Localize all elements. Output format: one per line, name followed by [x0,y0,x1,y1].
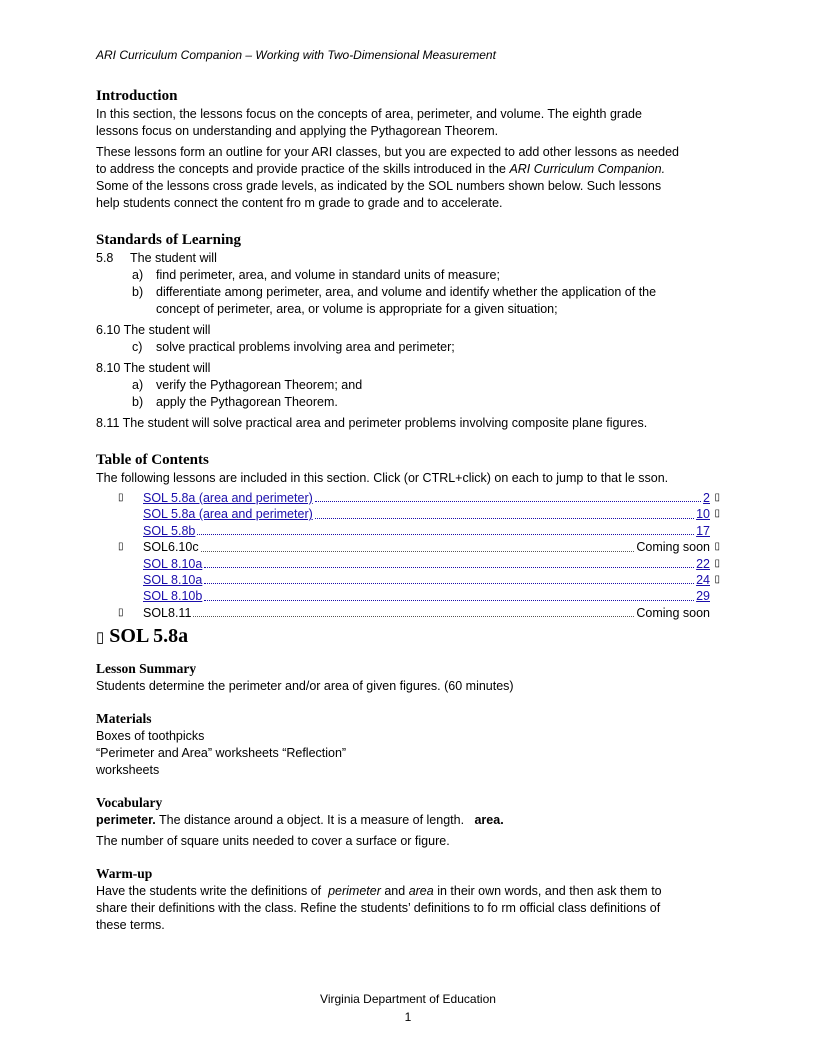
bullet-icon: ▯ [118,541,124,553]
lesson-title [96,623,720,651]
standard-item [96,377,720,394]
standard-6-10: 6.10 The student will [96,323,211,337]
intro-paragraph-2-line [96,161,720,178]
warmup-term: area [408,884,434,899]
standard-8-11: 8.11 The student will solve practical area and perimeter problems involving composite plane figures. [96,416,648,430]
vocabulary-heading: Vocabulary [96,795,163,811]
vocabulary-line [96,812,720,829]
item-text: apply the Pythagorean Theorem. [156,395,338,409]
introduction-heading: Introduction [96,88,178,104]
toc-entry[interactable] [96,506,720,522]
bullet-icon: ▯ [714,557,720,569]
toc-label: SOL6.10c [143,540,199,555]
toc-label: SOL8.11 [143,605,192,620]
standard-text: The student will [130,251,217,265]
toc-link[interactable]: SOL 8.10b [143,589,203,604]
toc-leader [201,550,635,552]
item-label: b) [132,395,144,409]
standard-item [96,267,720,284]
toc-link[interactable]: SOL 5.8a (area and perimeter) [143,507,313,522]
bullet-icon: ▯ [96,630,105,647]
toc-leader [204,582,694,584]
toc-entry [96,605,720,621]
toc-page-number[interactable]: 22 [696,556,710,571]
intro-paragraph-2-line: help students connect the content fro m grade to grade and to accelerate. [96,196,503,210]
lesson-title-text: SOL 5.8a [109,625,189,648]
warmup-text: in their own words, and then ask them to [433,884,662,899]
materials-line: “Perimeter and Area” worksheets “Reflection” [96,746,347,761]
lesson-summary-heading: Lesson Summary [96,661,197,677]
item-label: c) [132,340,143,354]
toc-page-number[interactable]: 29 [696,589,710,604]
toc-entry[interactable] [96,556,720,572]
item-label: a) [132,378,144,392]
standard-5-8 [96,250,720,267]
bullet-icon: ▯ [118,491,124,503]
warmup-text: and [380,884,409,899]
standard-code: 5.8 [96,251,114,265]
toc-page-number[interactable]: 2 [703,490,710,505]
intro-text: to address the concepts and provide practice of the skills introduced in the [96,162,510,176]
bullet-icon: ▯ [714,508,720,520]
toc-leader [193,615,634,617]
toc-leader [315,500,701,502]
standards-heading: Standards of Learning [96,232,242,248]
toc-link[interactable]: SOL 8.10a [143,572,203,587]
toc-page-number[interactable]: 17 [696,523,710,538]
item-text: verify the Pythagorean Theorem; and [156,378,363,392]
warmup-line [96,883,720,900]
item-text [156,284,720,318]
item-text-line: differentiate among perimeter, area, and volume and identify whether the application of the [156,285,657,299]
book-title: ARI Curriculum Companion. [509,162,666,176]
toc-entry [96,539,720,555]
toc-entry[interactable] [96,523,720,539]
toc-entry[interactable] [96,490,720,506]
intro-paragraph-2-line: Some of the lessons cross grade levels, as indicated by the SOL numbers shown below. Such lessons [96,179,662,193]
footer-organization: Virginia Department of Education [320,992,496,1006]
standard-item [96,394,720,411]
toc-leader [315,517,694,519]
vocab-term: area. [474,813,504,828]
toc-entry[interactable] [96,572,720,588]
item-text-line: concept of perimeter, area, or volume is appropriate for a given situation; [156,302,558,316]
materials-line: worksheets [96,763,160,778]
toc-page-number[interactable]: 24 [696,572,710,587]
warmup-text: Have the students write the definitions of [96,884,329,899]
bullet-icon: ▯ [714,573,720,585]
standard-8-10: 8.10 The student will [96,361,211,375]
toc-leader [204,566,694,568]
document-body [96,86,720,934]
materials-line: Boxes of toothpicks [96,729,205,744]
intro-paragraph-1-line: lessons focus on understanding and applying the Pythagorean Theorem. [96,124,499,138]
lesson-summary-text: Students determine the perimeter and/or area of given figures. (60 minutes) [96,679,514,694]
vocab-term: perimeter. [96,813,156,828]
item-label: b) [132,285,144,299]
item-text: find perimeter, area, and volume in standard units of measure; [156,268,500,282]
toc-link[interactable]: SOL 5.8b [143,523,196,538]
toc-link[interactable]: SOL 8.10a [143,556,203,571]
materials-heading: Materials [96,711,152,727]
toc-page-number[interactable]: 10 [696,507,710,522]
bullet-icon: ▯ [118,606,124,618]
bullet-icon: ▯ [714,491,720,503]
toc-entry[interactable] [96,588,720,604]
warmup-line: these terms. [96,918,165,933]
intro-paragraph-1-line: In this section, the lessons focus on the concepts of area, perimeter, and volume. The eighth grade [96,107,642,121]
standard-item [96,339,720,356]
toc-intro: The following lessons are included in this section. Click (or CTRL+click) on each to jump to that le sson. [96,471,669,485]
toc-leader [204,599,694,601]
toc-heading: Table of Contents [96,452,209,468]
toc-leader [197,533,694,535]
standard-item [96,284,720,318]
footer-page-number: 1 [404,1010,412,1024]
vocab-definition: The distance around a object. It is a measure of length. [155,813,475,828]
page-header: ARI Curriculum Companion – Working with Two-Dimensional Measurement [96,48,496,62]
toc-page-status: Coming soon [636,605,710,620]
toc-link[interactable]: SOL 5.8a (area and perimeter) [143,490,313,505]
intro-paragraph-2-line: These lessons form an outline for your ARI classes, but you are expected to add other lessons as needed [96,145,679,159]
warmup-line: share their definitions with the class. Refine the students’ definitions to fo rm official class definitions of [96,901,661,916]
warmup-term: perimeter [328,884,381,899]
vocab-definition: The number of square units needed to cover a surface or figure. [96,834,450,849]
bullet-icon: ▯ [714,541,720,553]
item-text: solve practical problems involving area and perimeter; [156,340,455,354]
item-label: a) [132,268,144,282]
warmup-heading: Warm-up [96,866,153,882]
toc-page-status: Coming soon [636,540,710,555]
